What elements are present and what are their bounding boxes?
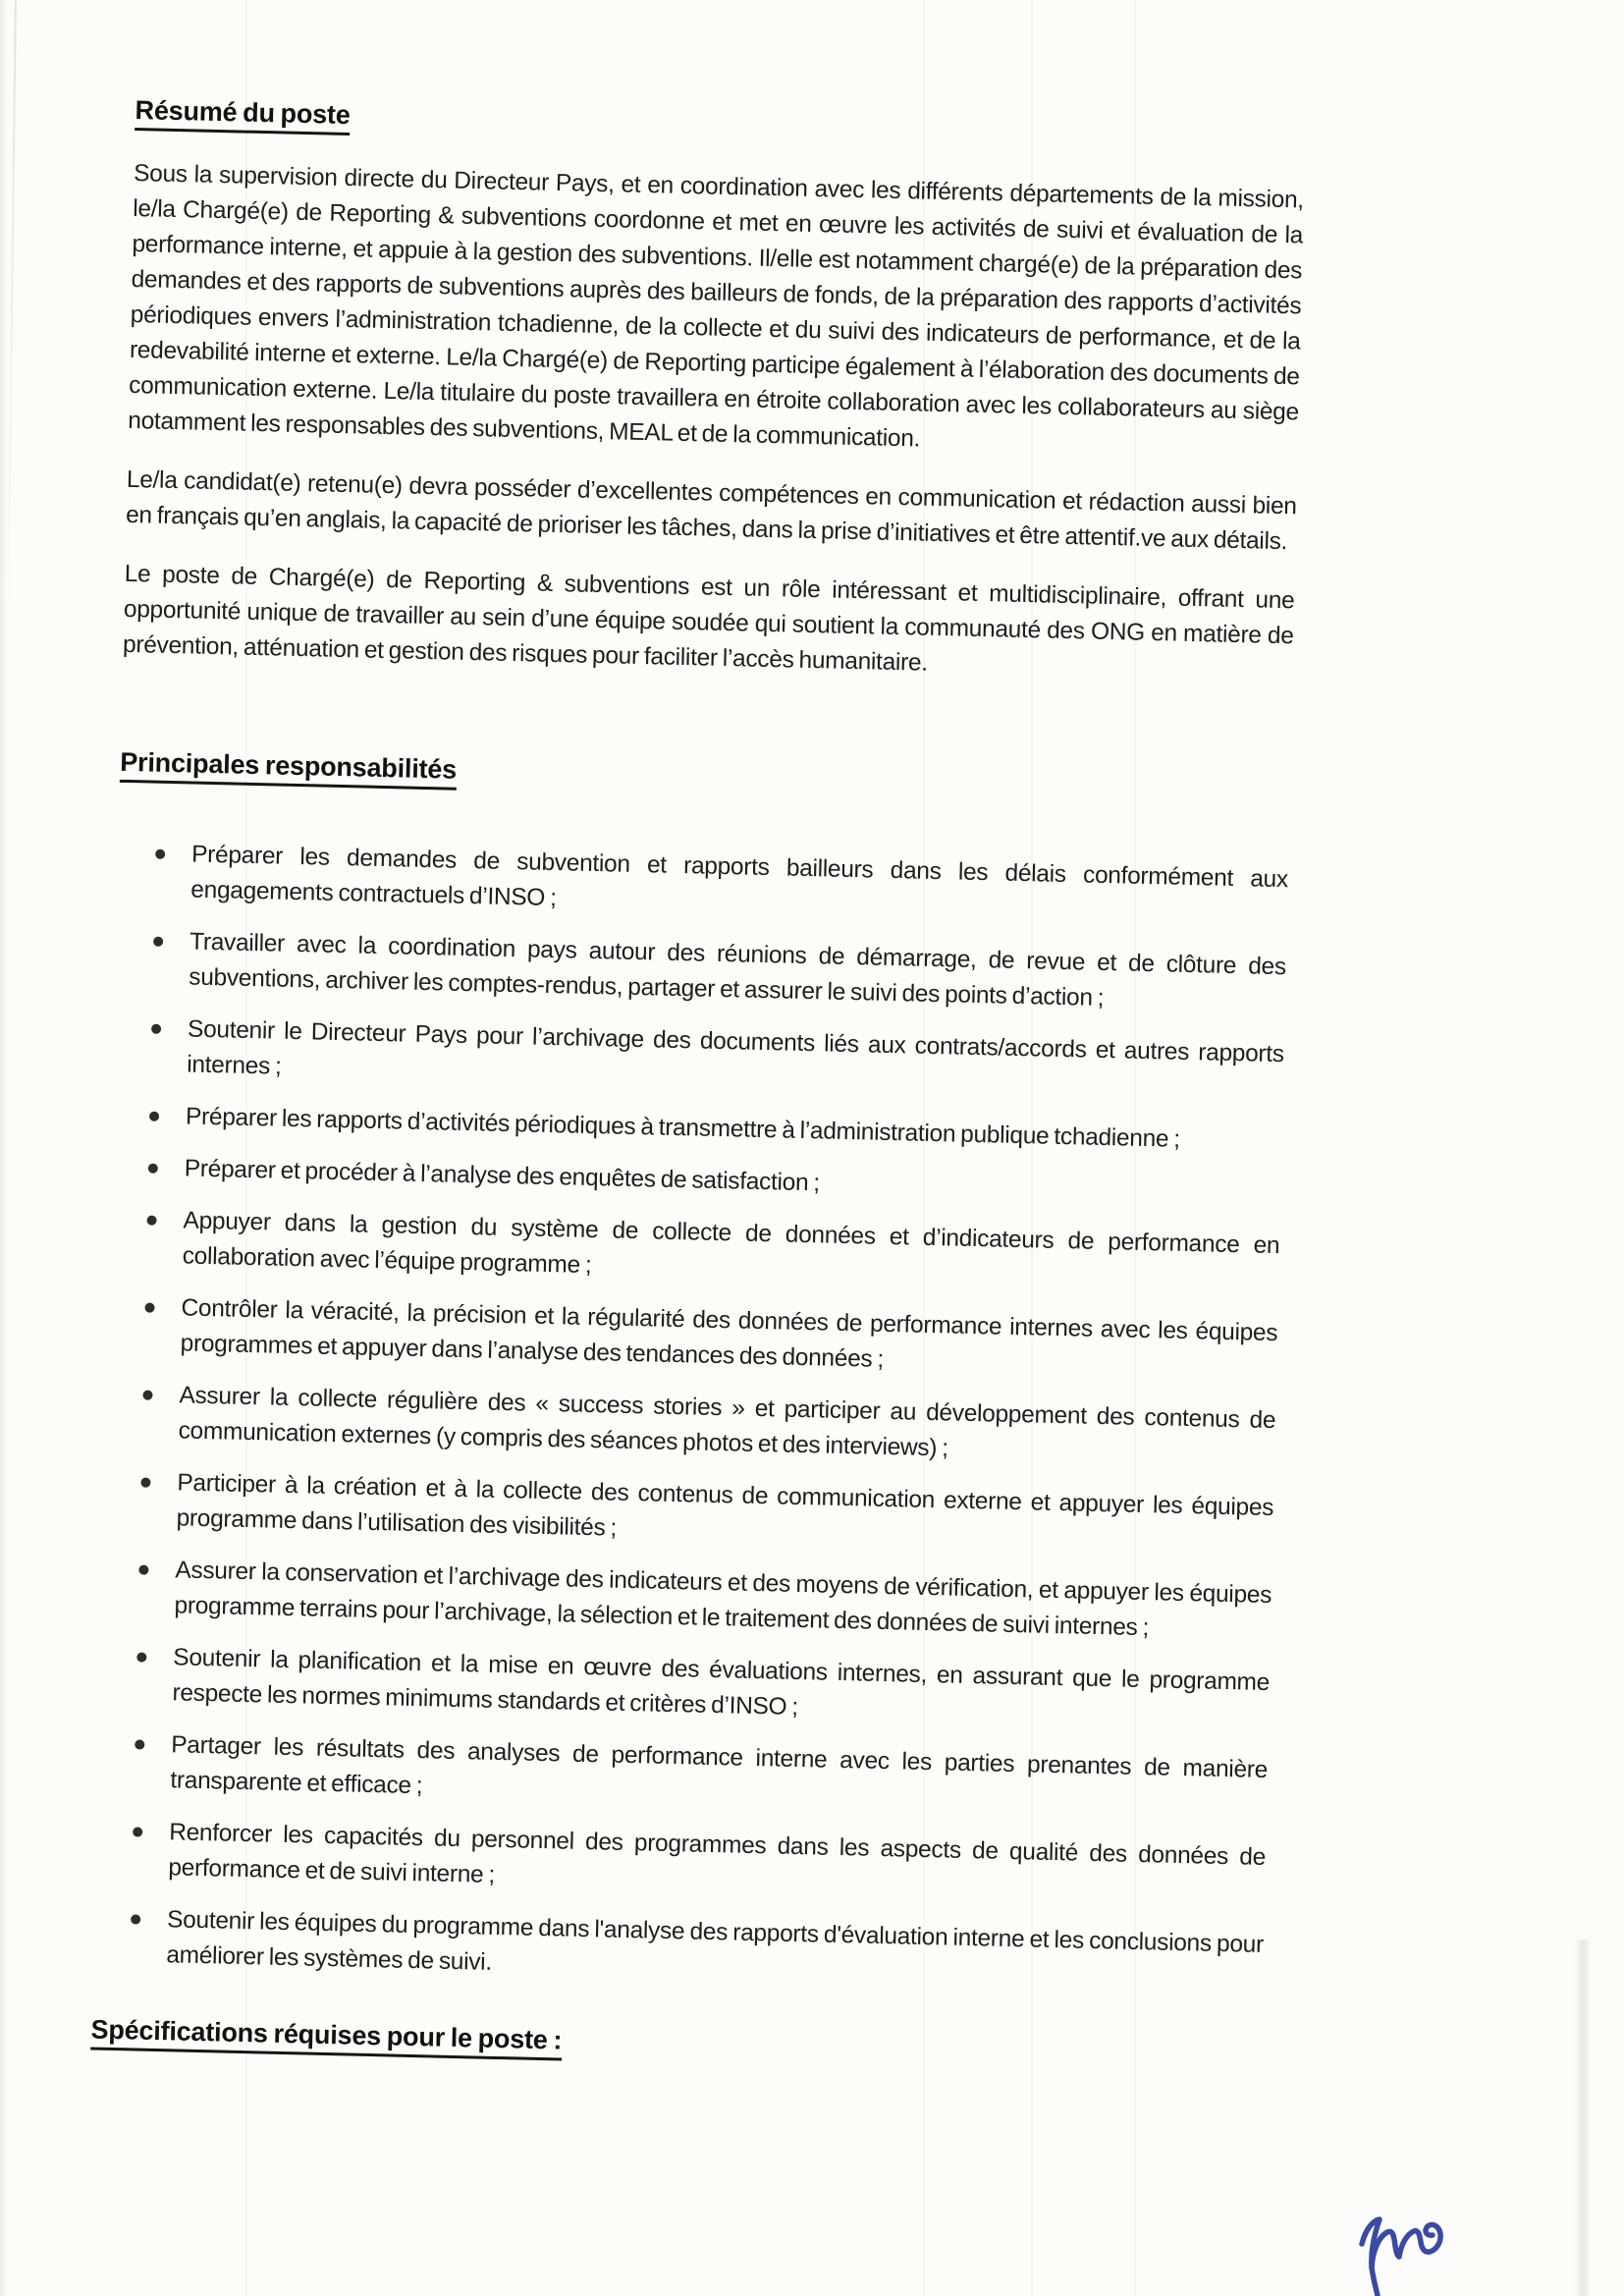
bullet-icon bbox=[136, 1652, 146, 1662]
page-left-edge-line bbox=[7, 0, 17, 636]
responsibility-text: Assurer la collecte régulière des « success stories » et participer au développement des contenus de communication externes (y compris des séances photos et des interviews) ; bbox=[178, 1382, 1276, 1462]
responsibility-item bbox=[100, 1552, 1272, 1649]
bullet-icon bbox=[138, 1564, 148, 1574]
responsibility-text: Assurer la conservation et l’archivage des indicateurs et des moyens de vérification, et appuyer les équipes programme terrains pour l’archivage, la sélection et le traitement des données de suivi internes ; bbox=[174, 1557, 1272, 1642]
responsibility-text: Appuyer dans la gestion du système de collecte de données et d’indicateurs de performance en collaboration avec l’équipe programme ; bbox=[182, 1207, 1280, 1280]
responsibility-item bbox=[108, 1202, 1279, 1299]
responsibility-item bbox=[115, 923, 1286, 1020]
bullet-icon bbox=[142, 1391, 152, 1400]
document-content bbox=[90, 94, 1306, 2077]
bullet-icon bbox=[146, 1216, 156, 1226]
responsibility-text: Participer à la création et à la collecte des contenus de communication externe et appuyer les équipes programme dans l’utilisation des visibilités ; bbox=[176, 1469, 1274, 1542]
responsibility-item bbox=[106, 1289, 1277, 1387]
specifications-heading: Spécifications réquises pour le poste : bbox=[90, 2014, 563, 2060]
summary-paragraph-2: Le/la candidat(e) retenu(e) devra posséder d’excellentes compétences en communication et rédaction aussi bien en français qu’en anglais, la capacité de prioriser les tâches, dans la prise d’initiatives et être attentif.ve aux détails. bbox=[125, 465, 1297, 556]
responsibility-item bbox=[96, 1726, 1268, 1824]
bullet-icon bbox=[155, 849, 165, 859]
responsibility-text: Préparer les rapports d’activités périodiques à transmettre à l’administration publique tchadienne ; bbox=[185, 1103, 1181, 1153]
page-right-edge-shadow bbox=[1575, 1940, 1591, 2296]
responsibility-item bbox=[104, 1377, 1275, 1474]
responsibilities-heading: Principales responsabilités bbox=[120, 747, 457, 791]
bullet-icon bbox=[148, 1164, 158, 1174]
bullet-icon bbox=[151, 1024, 161, 1034]
responsibilities-list bbox=[92, 836, 1288, 1998]
responsibility-text: Soutenir le Directeur Pays pour l’archivage des documents liés aux contrats/accords et autres rapports internes ; bbox=[186, 1015, 1285, 1080]
responsibility-text: Préparer et procéder à l’analyse des enquêtes de satisfaction ; bbox=[184, 1155, 821, 1197]
responsibility-item bbox=[94, 1814, 1266, 1911]
responsibility-text: Partager les résultats des analyses de performance interne avec les parties prenantes de manière transparente et efficace ; bbox=[170, 1731, 1269, 1800]
summary-paragraph-3: Le poste de Chargé(e) de Reporting & subventions est un rôle intéressant et multidisciplinaire, offrant une opportunité unique de travailler au sein d’une équipe soudée qui soutient la communauté des ONG en matière de prévention, atténuation et gestion des risques pour faciliter l’accès humanitaire. bbox=[122, 560, 1295, 677]
bullet-icon bbox=[153, 937, 163, 947]
page-left-edge bbox=[0, 0, 7, 2296]
summary-heading: Résumé du poste bbox=[135, 95, 351, 136]
responsibility-text: Soutenir les équipes du programme dans l'analyse des rapports d'évaluation interne et les conclusions pour améliorer les systèmes de suivi. bbox=[166, 1906, 1265, 1976]
responsibility-item bbox=[113, 1011, 1284, 1108]
responsibility-item bbox=[117, 836, 1288, 933]
responsibility-text: Préparer les demandes de subvention et rapports bailleurs dans les délais conformément aux engagements contractuels d’INSO ; bbox=[190, 841, 1289, 912]
bullet-icon bbox=[149, 1112, 159, 1121]
responsibility-item bbox=[112, 1098, 1283, 1160]
bullet-icon bbox=[144, 1303, 154, 1313]
bullet-icon bbox=[140, 1478, 150, 1488]
responsibility-item bbox=[98, 1639, 1270, 1736]
responsibility-text: Travailler avec la coordination pays autour des réunions de démarrage, de revue et de clôture des subventions, archiver les comptes-rendus, partager et assurer le suivi des points d’action ; bbox=[188, 928, 1287, 1011]
handwritten-initials-ink bbox=[1350, 2195, 1468, 2296]
responsibility-text: Renforcer les capacités du personnel des programmes dans les aspects de qualité des données de performance et de suivi interne ; bbox=[168, 1819, 1267, 1888]
responsibility-item bbox=[110, 1150, 1281, 1212]
responsibility-item bbox=[102, 1464, 1273, 1561]
bullet-icon bbox=[131, 1914, 140, 1924]
summary-paragraph-1: Sous la supervision directe du Directeur Pays, et en coordination avec les différents départements de la mission, le/la Chargé(e) de Reporting & subventions coordonne et met en œuvre les activités de suivi et évaluation de la performance interne, et appuie à la gestion des subventions. Il/elle est notamment chargé(e) de la préparation des demandes et des rapports de subventions auprès des bailleurs de fonds, de la préparation des rapports d’activités périodiques envers l’administration tchadienne, de la collecte et du suivi des indicateurs de performance, et de la redevabilité interne et externe. Le/la Chargé(e) de Reporting participe également à l’élaboration des documents de communication externe. Le/la titulaire du poste travaillera en étroite collaboration avec les collaborateurs au siège notamment les responsables des subventions, MEAL et de la communication. bbox=[128, 159, 1305, 453]
responsibility-text: Soutenir la planification et la mise en œuvre des évaluations internes, en assurant que le programme respecte les normes minimums standards et critères d’INSO ; bbox=[172, 1644, 1271, 1721]
bullet-icon bbox=[135, 1739, 144, 1749]
bullet-icon bbox=[133, 1827, 142, 1836]
responsibility-text: Contrôler la véracité, la précision et la régularité des données de performance internes avec les équipes programmes et appuyer dans l’analyse des tendances des données ; bbox=[180, 1294, 1278, 1373]
